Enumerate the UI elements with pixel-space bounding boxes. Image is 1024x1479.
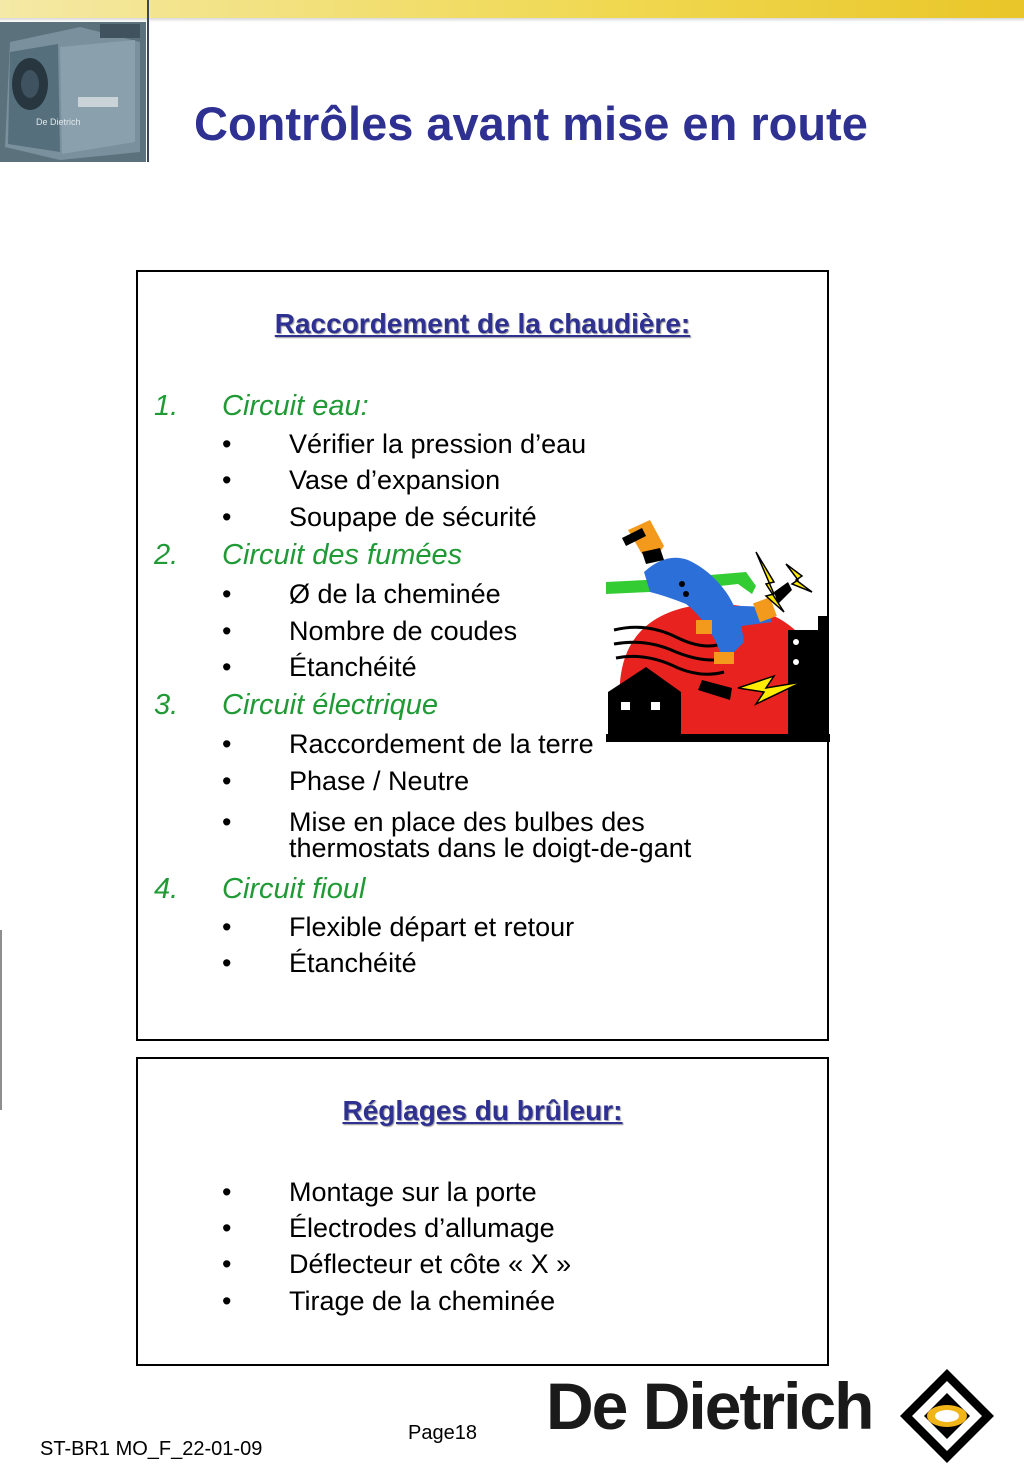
left-edge-rule bbox=[0, 930, 2, 1110]
page-number: Page18 bbox=[408, 1422, 477, 1444]
list-item: Raccordement de la terre bbox=[289, 729, 594, 759]
list-item: Mise en place des bulbes des bbox=[289, 807, 645, 837]
electric-shock-clipart bbox=[606, 512, 830, 742]
page-title: Contrôles avant mise en route bbox=[194, 97, 868, 150]
bullet-icon: • bbox=[222, 912, 232, 942]
bullet-icon: • bbox=[222, 948, 232, 978]
burner-settings-panel bbox=[136, 1057, 829, 1366]
bullet-icon: • bbox=[222, 807, 232, 837]
list-item: Étanchéité bbox=[289, 948, 417, 978]
photo-brand-label: De Dietrich bbox=[36, 117, 81, 127]
list-item: Phase / Neutre bbox=[289, 766, 470, 796]
list-item: Vase d’expansion bbox=[289, 465, 501, 495]
bullet-icon: • bbox=[222, 465, 232, 495]
brand-logo-text: De Dietrich bbox=[546, 1369, 873, 1443]
bullet-icon: • bbox=[222, 579, 232, 609]
list-item-continuation: thermostats dans le doigt-de-gant bbox=[289, 833, 692, 863]
section-2-label: Circuit des fumées bbox=[222, 539, 463, 571]
list-item: Flexible départ et retour bbox=[289, 912, 575, 942]
top-color-band bbox=[0, 0, 1024, 18]
bullet-icon: • bbox=[222, 729, 232, 759]
bullet-icon: • bbox=[222, 616, 232, 646]
section-2-number: 2. bbox=[154, 539, 179, 571]
list-item: Tirage de la cheminée bbox=[289, 1286, 556, 1316]
burner-settings-heading: Réglages du brûleur: bbox=[342, 1095, 623, 1126]
bullet-icon: • bbox=[222, 502, 232, 532]
bullet-icon: • bbox=[222, 766, 232, 796]
burner-illustration bbox=[0, 22, 146, 162]
list-item: Montage sur la porte bbox=[289, 1177, 537, 1207]
top-band-shadow bbox=[0, 18, 1024, 22]
diamond-logo-icon bbox=[898, 1367, 996, 1465]
bullet-icon: • bbox=[222, 1286, 232, 1316]
section-3-number: 3. bbox=[154, 689, 179, 721]
list-item: Électrodes d’allumage bbox=[289, 1213, 555, 1243]
list-item: Vérifier la pression d’eau bbox=[289, 429, 587, 459]
bullet-icon: • bbox=[222, 1249, 232, 1279]
boiler-connection-heading: Raccordement de la chaudière: bbox=[274, 308, 691, 339]
section-4-number: 4. bbox=[154, 873, 179, 905]
header-divider bbox=[147, 0, 149, 162]
section-1-label: Circuit eau: bbox=[222, 390, 369, 422]
section-1-number: 1. bbox=[154, 390, 179, 422]
bullet-icon: • bbox=[222, 429, 232, 459]
list-item: Nombre de coudes bbox=[289, 616, 518, 646]
burner-photo bbox=[0, 22, 146, 162]
list-item: Étanchéité bbox=[289, 652, 417, 682]
section-3-label: Circuit électrique bbox=[222, 689, 438, 721]
bullet-icon: • bbox=[222, 1213, 232, 1243]
list-item: Soupape de sécurité bbox=[289, 502, 537, 532]
bullet-icon: • bbox=[222, 652, 232, 682]
list-item: Déflecteur et côte « X » bbox=[289, 1249, 572, 1279]
bullet-icon: • bbox=[222, 1177, 232, 1207]
list-item: Ø de la cheminée bbox=[289, 579, 501, 609]
section-4-label: Circuit fioul bbox=[222, 873, 366, 905]
document-reference: ST-BR1 MO_F_22-01-09 bbox=[40, 1438, 263, 1460]
